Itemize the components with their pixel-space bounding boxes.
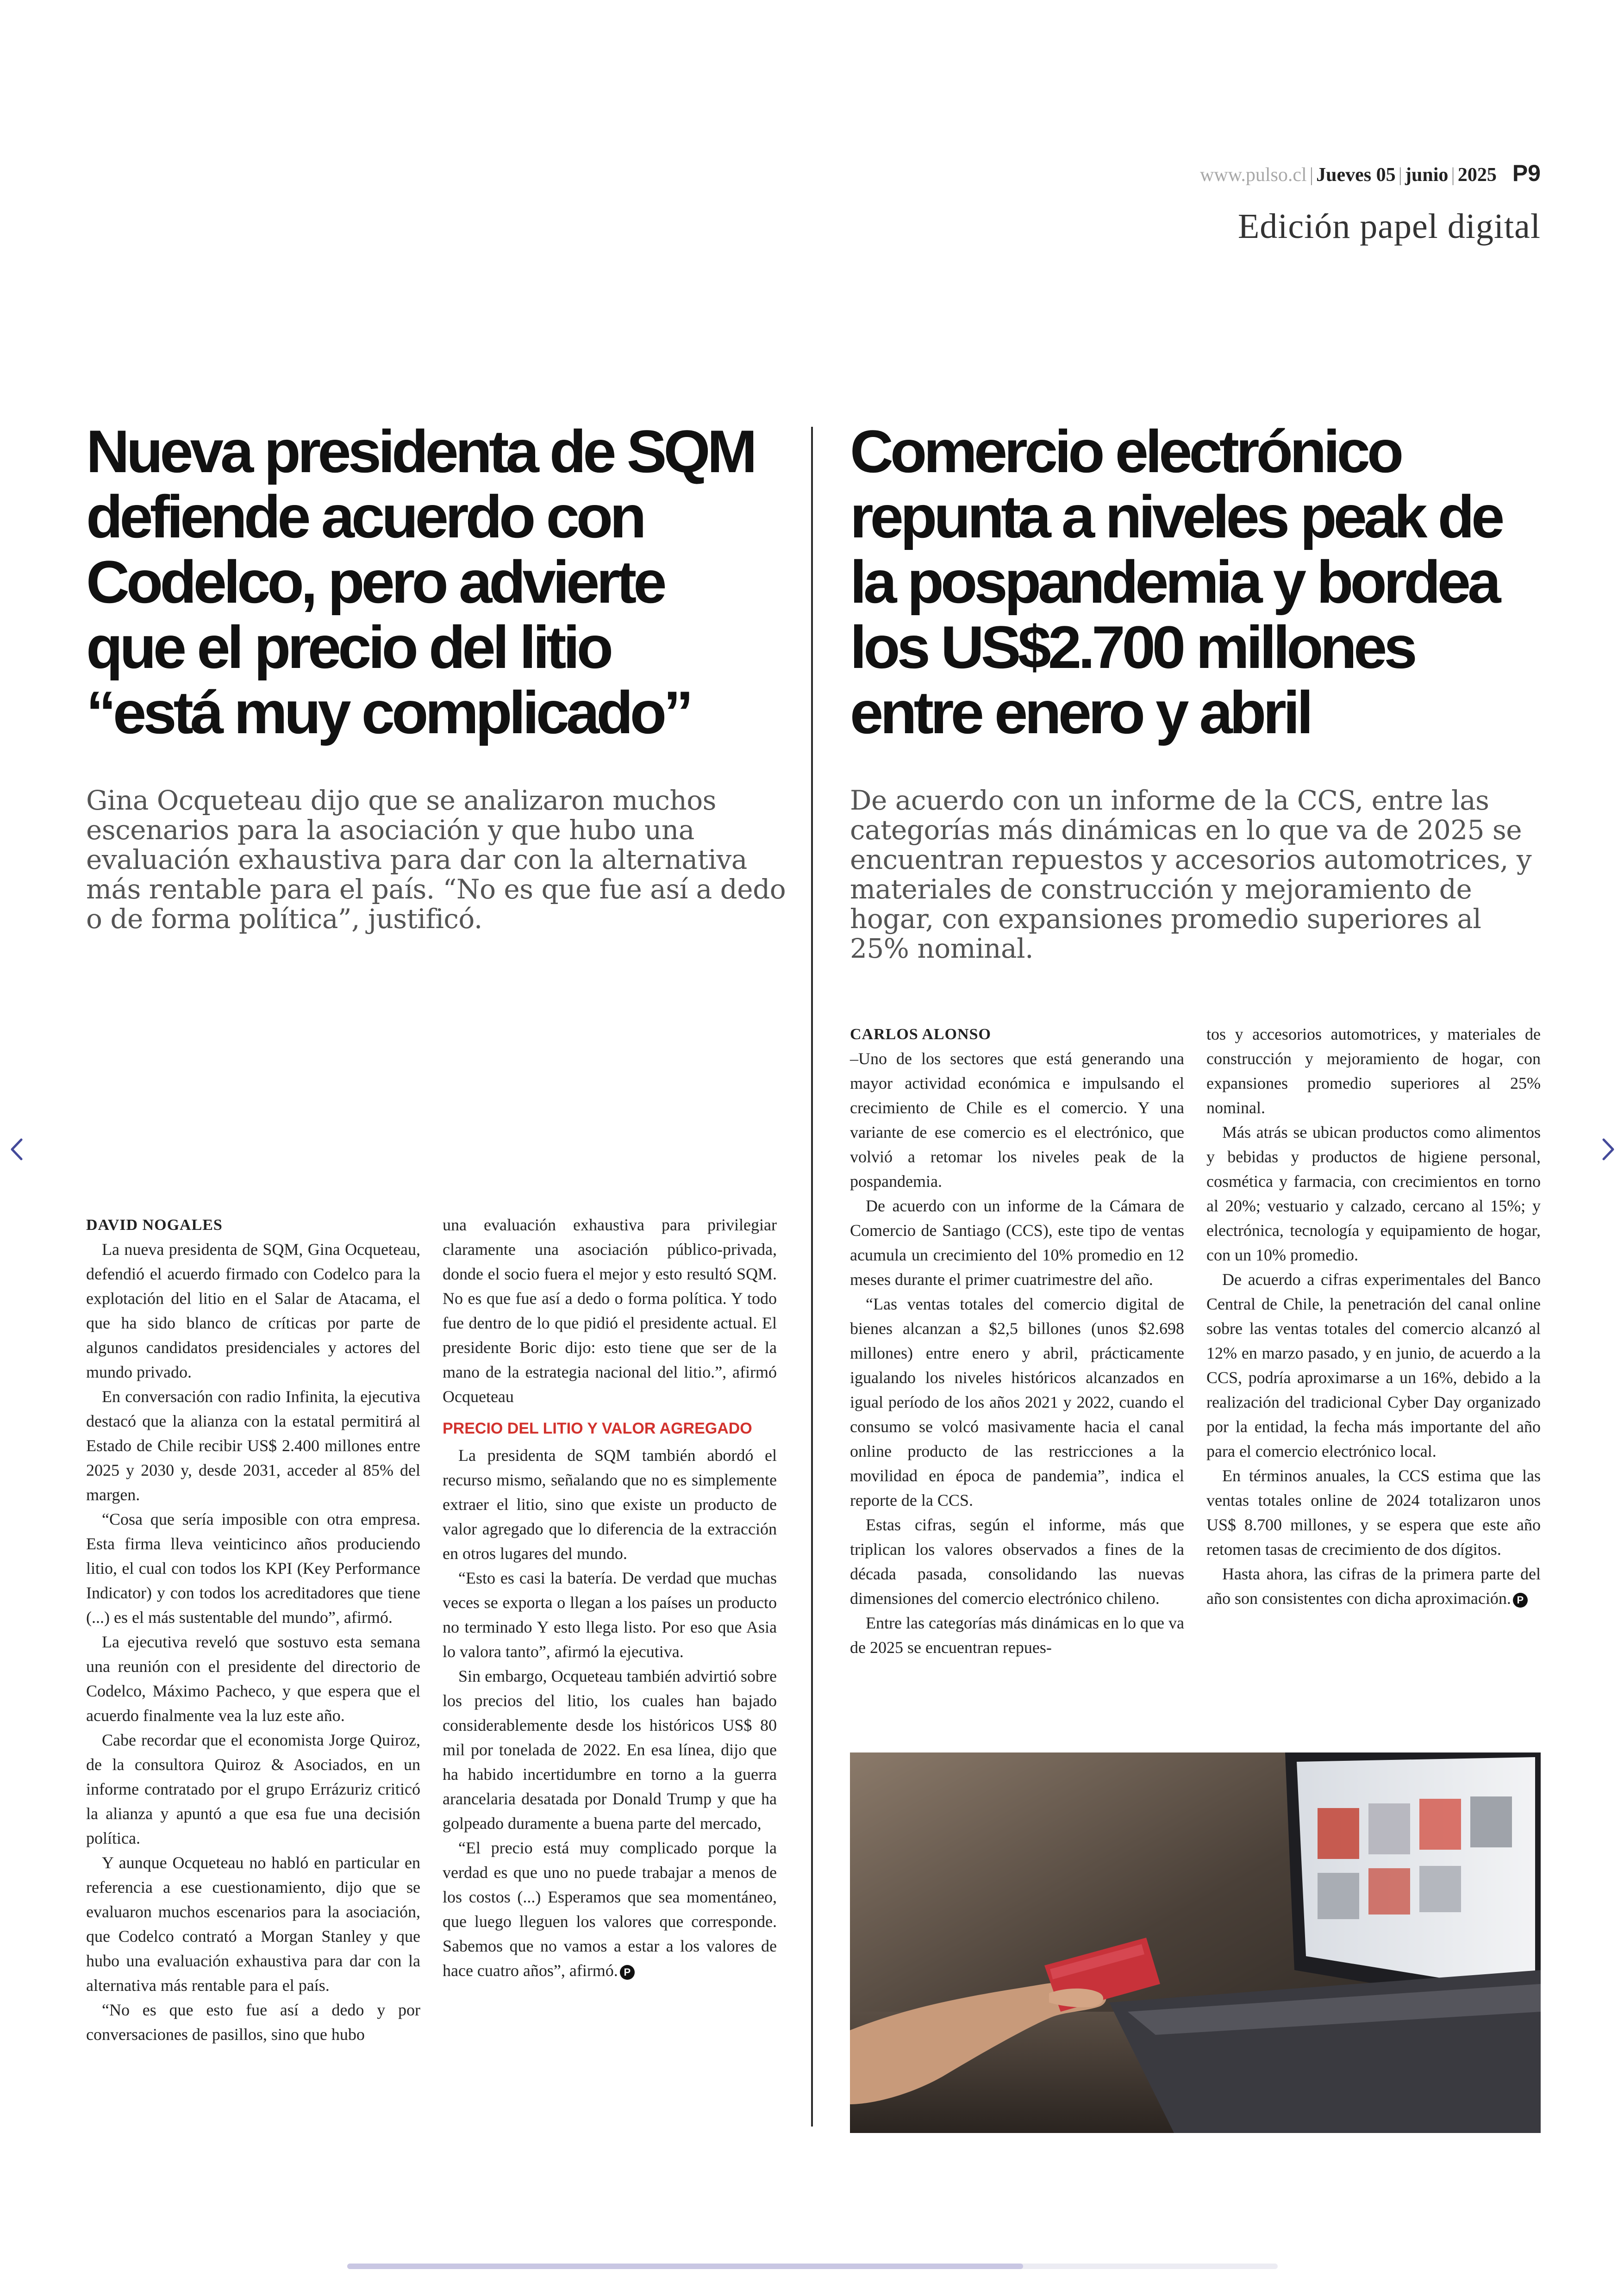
paragraph: De acuerdo a cifras experimentales del Banco Central de Chile, la penetración del canal online sobre las ventas totales del comercio alcanzó al 12% en marzo pasado, y en junio, de acuerdo a la CCS, podría aproximarse a un 16%, debido a la realización del tradicional Cyber Day organizado por la entidad, la fecha más importante del año para el comercio electrónico local. [1206, 1270, 1541, 1460]
headline-line: la pospandemia y bordea [850, 548, 1498, 616]
paragraph: Sin embargo, Ocqueteau también advirtió sobre los precios del litio, los cuales han bajado considerablemente desde los históricos US$ 80 mil por tonelada de 2022. En esa línea, dijo que ha habido incertidumbre en torno a la guerra arancelaria desatada por Donald Trump y que ha golpeado duramente a buena parte del mercado, [443, 1667, 777, 1833]
right-deck: De acuerdo con un informe de la CCS, entre las categorías más dinámicas en lo que va de 2025 se encuentran repuestos y accesorios automotrices, y materiales de construcción y mejoramiento de hogar, con expansiones promedio superiores al 25% nominal. [850, 785, 1532, 964]
paragraph: En conversación con radio Infinita, la ejecutiva destacó que la alianza con la estatal permitirá al Estado de Chile recibir US$ 2.400 millones entre 2025 y 2030 y, desde 2031, acceder al 85% del margen. [86, 1387, 420, 1504]
byline: CARLOS ALONSO [850, 1026, 991, 1043]
laptop-credit-card-photo [850, 1752, 1541, 2133]
site-url[interactable]: www.pulso.cl [1200, 164, 1307, 186]
right-article-col4 [1206, 1022, 1541, 1611]
end-mark-icon: P [620, 1965, 635, 1980]
headline-line: Comercio electrónico [850, 418, 1401, 485]
next-page-button[interactable] [1597, 1129, 1620, 1170]
left-deck: Gina Ocqueteau dijo que se analizaron muchos escenarios para la asociación y que hubo una evaluación exhaustiva para dar con la alternativa más rentable para el país. “No es que fue así a dedo o de forma política”, justificó. [86, 785, 786, 935]
paragraph: Más atrás se ubican productos como alimentos y bebidas y productos de higiene personal, cosmética y farmacia, con crecimientos en torno al 20%; vestuario y calzado, cercano al 15%; y electrónica, tecnología y equipamiento de hogar, con un 10% promedio. [1206, 1123, 1541, 1264]
paragraph: “Esto es casi la batería. De verdad que muchas veces se exporta o llegan a los países un producto no terminado Y esto llega listo. Por eso que Asia lo valora tanto”, afirmó la ejecutiva. [443, 1569, 777, 1661]
left-headline [86, 419, 799, 745]
article-photo [850, 1752, 1541, 2133]
chevron-left-icon [5, 1129, 28, 1170]
headline-line: Nueva presidenta de SQM [86, 418, 754, 485]
paragraph: La ejecutiva reveló que sostuvo esta semana una reunión con el presidente del directorio de Codelco, Máximo Pacheco, y que espera que el acuerdo finalmente vea la luz este año. [86, 1633, 420, 1725]
left-article-col2 [443, 1213, 777, 1983]
paragraph: una evaluación exhaustiva para privilegiar claramente una asociación público-privada, donde el socio fuera el mejor y esto resultó SQM. No es que fue así a dedo o forma política. Y todo fue dentro de lo que pidió el presidente actual. El presidente Boric dijo: esto tiene que ser de la mano de la estrategia nacional del litio.”, afirmó Ocqueteau [443, 1216, 777, 1406]
paragraph: Cabe recordar que el economista Jorge Quiroz, de la consultora Quiroz & Asociados, en un informe contratado por el grupo Errázuriz criticó la alianza y apuntó a que esa fue una decisión política. [86, 1731, 420, 1847]
headline-line: repunta a niveles peak de [850, 483, 1502, 550]
horizontal-scrollbar-thumb[interactable] [347, 2264, 1023, 2269]
paragraph: tos y accesorios automotrices, y materiales de construcción y mejoramiento de hogar, con expansiones promedio superiores al 25% nominal. [1206, 1025, 1541, 1117]
paragraph: La nueva presidenta de SQM, Gina Ocqueteau, defendió el acuerdo firmado con Codelco para la explotación del litio en el Salar de Atacama, el que ha sido blanco de críticas por parte de algunos candidatos presidenciales y actores del mundo privado. [86, 1240, 420, 1381]
end-mark-icon: P [1513, 1593, 1528, 1608]
paragraph-text: “El precio está muy complicado porque la verdad es que uno no puede trabajar a menos de los costos (...) Esperamos que sea momentáneo, que luego lleguen los valores que corresponde. Sabemos que no vamos a estar a los valores de hace cuatro años”, afirmó. [443, 1839, 777, 1980]
chevron-right-icon [1597, 1129, 1620, 1170]
column-divider [811, 427, 813, 2127]
paragraph: En términos anuales, la CCS estima que las ventas totales online de 2024 totalizaron unos US$ 8.700 millones, y se espera que este año retomen tasas de crecimiento de dos dígitos. [1206, 1466, 1541, 1559]
section-subhead: PRECIO DEL LITIO Y VALOR AGREGADO [443, 1420, 752, 1437]
year: 2025 [1457, 164, 1497, 186]
headline-line: que el precio del litio [86, 613, 611, 681]
paragraph: Y aunque Ocqueteau no habló en particular en referencia a ese cuestionamiento, dijo que se evaluaron muchos escenarios para la asociación, que Codelco contrató a Morgan Stanley y que hubo una evaluación exhaustiva para dar con la alternativa más rentable para el país. [86, 1853, 420, 1995]
paragraph-text: Hasta ahora, las cifras de la primera parte del año son consistentes con dicha aproximación. [1206, 1565, 1541, 1608]
paragraph: –Uno de los sectores que está generando una mayor actividad económica e impulsando el crecimiento de Chile es el comercio. Y una variante de ese comercio es el electrónico, que volvió a retomar los niveles peak de la pospandemia. [850, 1049, 1184, 1191]
paragraph [1206, 1562, 1541, 1611]
prev-page-button[interactable] [5, 1129, 28, 1170]
page-number: P9 [1512, 160, 1541, 186]
masthead-info: www.pulso.cl | Jueves 05 | junio | 2025 P9 [1200, 160, 1541, 186]
paragraph: “No es que esto fue así a dedo y por conversaciones de pasillos, sino que hubo [86, 2001, 420, 2044]
paragraph: La presidenta de SQM también abordó el recurso mismo, señalando que no es simplemente extraer el litio, sino que existe un producto de valor agregado que lo diferencia de la extracción en otros lugares del mundo. [443, 1446, 777, 1563]
month: junio [1405, 164, 1449, 186]
paragraph: Estas cifras, según el informe, más que triplican los valores observados a fines de la década pasada, consolidando las nuevas dimensiones del comercio electrónico chileno. [850, 1515, 1184, 1608]
edition-label: Edición papel digital [1237, 207, 1541, 246]
paragraph [443, 1836, 777, 1983]
headline-line: “está muy complicado” [86, 679, 691, 746]
weekday: Jueves 05 [1316, 164, 1396, 186]
headline-line: defiende acuerdo con [86, 483, 643, 550]
paragraph: “Las ventas totales del comercio digital de bienes alcanzan a $2,5 billones (unos $2.698 millones) entre enero y abril, prácticamente igualando los niveles históricos alcanzados en igual período de los años 2021 y 2022, cuando el consumo se volcó masivamente hacia el canal online producto de las restricciones a la movilidad en época de pandemia”, indica el reporte de la CCS. [850, 1295, 1184, 1509]
paragraph: De acuerdo con un informe de la Cámara de Comercio de Santiago (CCS), este tipo de ventas acumula un crecimiento del 10% promedio en 12 meses durante el primer cuatrimestre del año. [850, 1197, 1184, 1289]
headline-line: los US$2.700 millones [850, 613, 1414, 681]
left-article-col1 [86, 1213, 420, 2047]
byline: DAVID NOGALES [86, 1216, 223, 1234]
headline-line: Codelco, pero advierte [86, 548, 664, 616]
paragraph: Entre las categorías más dinámicas en lo que va de 2025 se encuentran repues- [850, 1614, 1184, 1657]
right-headline [850, 419, 1572, 745]
headline-line: entre enero y abril [850, 679, 1311, 746]
right-article-col3 [850, 1022, 1184, 1660]
paragraph: “Cosa que sería imposible con otra empresa. Esta firma lleva veinticinco años produciendo litio, el cual con todos los KPI (Key Performance Indicator) y con todos los acreditadores que tiene (...) es el más sustentable del mundo”, afirmó. [86, 1510, 420, 1627]
